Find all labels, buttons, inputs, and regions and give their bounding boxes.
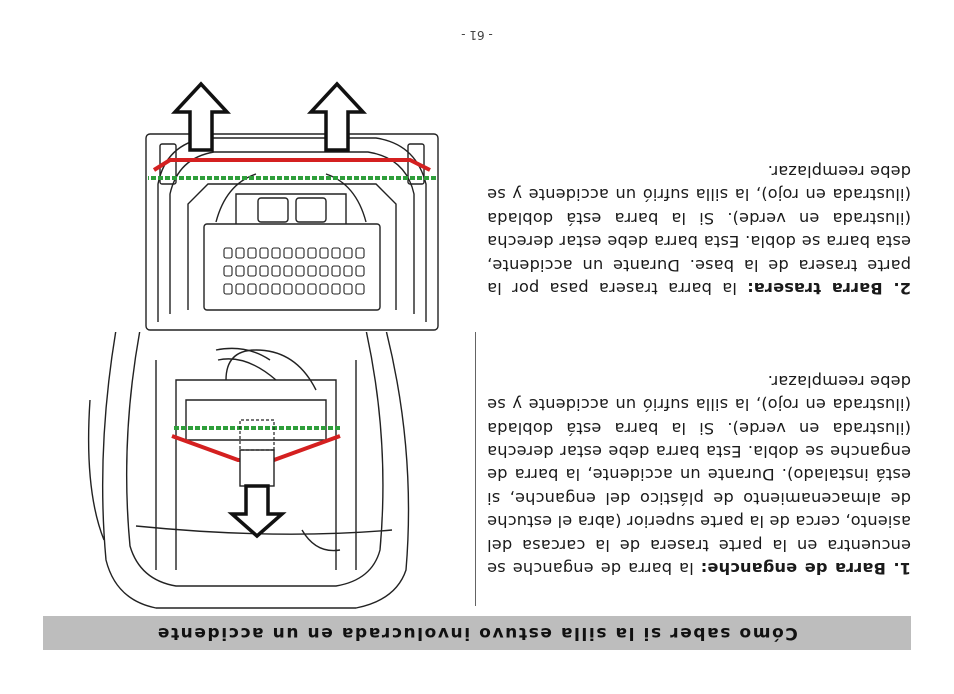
section-paragraph xyxy=(487,369,911,580)
section-hitch-bar xyxy=(487,369,911,580)
page-number: - 61 - xyxy=(461,28,493,42)
section-body: la barra trasera pasa por la parte trasera de la base. Durante un accidente, esta barra se dobla. Esta barra debe estar derecha (ilustrada en verde). Si la barra está doblada (ilustrada en rojo), la silla sufrió un accidente y se debe reemplazar. xyxy=(487,161,911,298)
section-rear-bar xyxy=(487,160,911,300)
hitch-case xyxy=(240,450,274,486)
pull-arrow-icon xyxy=(232,486,282,536)
section-paragraph xyxy=(487,160,911,300)
banner-title: Cómo saber si la silla estuvo involucrada en un accidente xyxy=(156,623,798,643)
section-body: la barra de enganche se encuentra en la parte trasera de la carcasa del asiento, cerca de la parte superior (abra el estuche de almacenamiento de plástico del enganche, si está instalado). Durante un accidente, la barra de enganche se dobla. Esta barra debe estar derecha (ilustrada en verde). Si la barra está doblada (ilustrada en rojo), la silla sufrió un accidente y se debe reemplazar. xyxy=(486,371,911,578)
section-label: 1. Barra de enganche: xyxy=(700,559,911,578)
lift-arrow-icon xyxy=(311,84,363,150)
rear-bar-illustration xyxy=(116,38,476,334)
hitch-case-open xyxy=(240,420,274,450)
section-label: 2. Barra trasera: xyxy=(747,279,911,298)
hitch-bar-illustration xyxy=(76,332,476,650)
rear-bar-bent xyxy=(154,160,430,170)
lift-arrow-icon xyxy=(175,84,227,150)
